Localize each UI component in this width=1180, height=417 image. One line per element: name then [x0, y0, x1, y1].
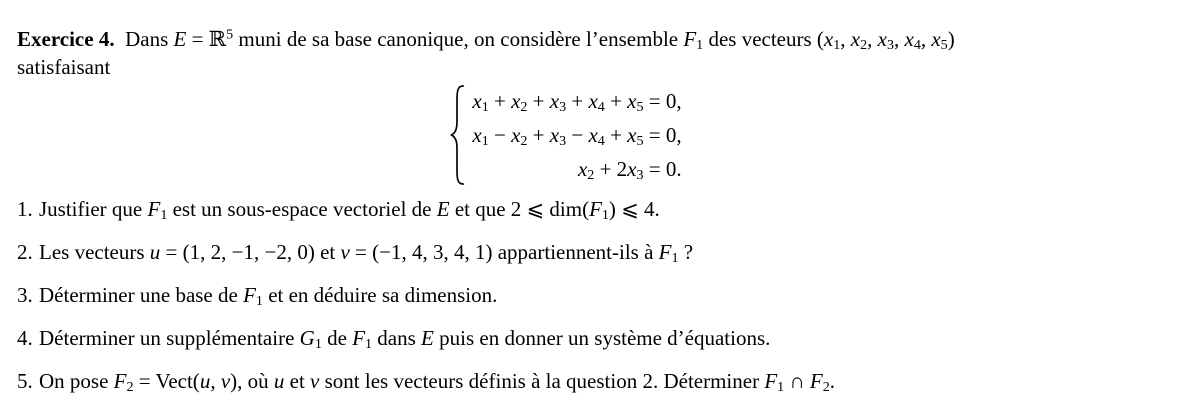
question-item-5 — [17, 369, 1162, 396]
question-number: 3. — [17, 283, 33, 307]
equation-system — [0, 84, 1138, 186]
question-item-3 — [17, 283, 1162, 310]
question-text: Les vecteurs u = (1, 2, −1, −2, 0) et v = (−1, 4, 3, 4, 1) appartiennent-ils à $F_1$ ? — [39, 240, 694, 267]
equation-row-1: $x_1 + x_2 + x_3 + x_4 + x_5 = 0$, — [472, 89, 682, 116]
equation-row-3: $x_2 + 2x_3 = 0$. — [577, 157, 682, 184]
intro-line-1: Exercice 4. Dans E = ℝ$^5$ muni de sa base canonique, on considère l’ensemble $F_1$ des vecteurs ($x_1$, $x_2$, $x_3$, $x_4$, $x_5$) — [17, 26, 955, 54]
left-brace-icon — [449, 84, 465, 186]
exercise-intro — [17, 25, 1162, 81]
question-number: 4. — [17, 326, 33, 350]
question-item-4 — [17, 326, 1162, 353]
question-number: 1. — [17, 197, 33, 221]
question-number: 2. — [17, 240, 33, 264]
question-item-1 — [17, 197, 1162, 224]
question-text: On pose $F_2$ = Vect(u, v), où u et v sont les vecteurs définis à la question 2. Déterminer $F_1$ ∩ $F_2$. — [39, 369, 835, 396]
equation-row-2: $x_1 - x_2 + x_3 - x_4 + x_5 = 0$, — [472, 123, 682, 150]
question-text: Déterminer un supplémentaire $G_1$ de $F_1$ dans E puis en donner un système d’équations. — [39, 326, 771, 353]
question-number: 5. — [17, 369, 33, 393]
question-list — [17, 197, 1162, 396]
question-text: Justifier que $F_1$ est un sous-espace vectoriel de E et que 2 ⩽ $dim(F_1)$ ⩽ 4. — [39, 197, 660, 224]
equation-rows — [472, 84, 681, 186]
intro-line-2: satisfaisant — [17, 55, 111, 79]
question-item-2 — [17, 240, 1162, 267]
question-text: Déterminer une base de $F_1$ et en déduire sa dimension. — [39, 283, 498, 310]
